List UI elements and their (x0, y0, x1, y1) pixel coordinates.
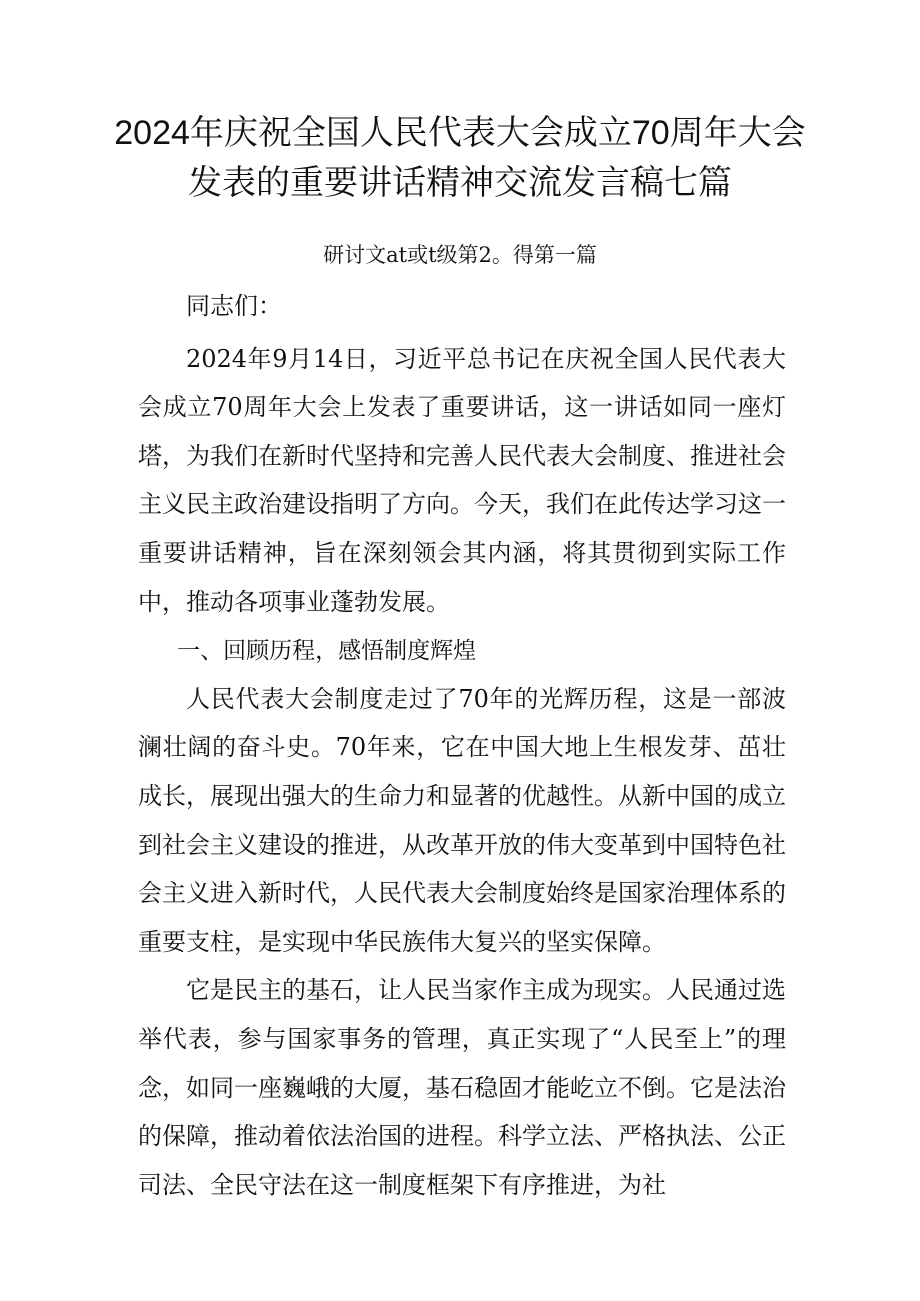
document-title: 2024年庆祝全国人民代表大会成立70周年大会发表的重要讲话精神交流发言稿七篇 (114, 114, 806, 202)
section-paragraph: 人民代表大会制度走过了70年的光辉历程，这是一部波澜壮阔的奋斗史。70年来，它在中国大地上生根发芽、茁壮成长，展现出强大的生命力和显著的优越性。从新中国的成立到社会主义建设的推进，从改革开放的伟大变革到中国特色社会主义进入新时代，人民代表大会制度始终是国家治理体系的重要支柱，是实现中华民族伟大复兴的坚实保障。 (138, 684, 786, 956)
section-paragraph: 它是民主的基石，让人民当家作主成为现实。人民通过选举代表，参与国家事务的管理，真正实现了“人民至上”的理念，如同一座巍峨的大厦，基石稳固才能屹立不倒。它是法治的保障，推动着依法治国的进程。科学立法、严格执法、公正司法、全民守法在这一制度框架下有序推进，为社 (138, 976, 786, 1199)
salutation: 同志们： (186, 292, 282, 320)
document-subtitle: 研讨文at或t级第2。得第一篇 (323, 243, 597, 267)
document-body (138, 282, 786, 1209)
intro-paragraph: 2024年9月14日，习近平总书记在庆祝全国人民代表大会成立70周年大会上发表了重要讲话，这一讲话如同一座灯塔，为我们在新时代坚持和完善人民代表大会制度、推进社会主义民主政治建设指明了方向。今天，我们在此传达学习这一重要讲话精神，旨在深刻领会其内涵，将其贯彻到实际工作中，推动各项事业蓬勃发展。 (138, 344, 786, 616)
section-heading: 一、回顾历程，感悟制度辉煌 (177, 637, 477, 664)
